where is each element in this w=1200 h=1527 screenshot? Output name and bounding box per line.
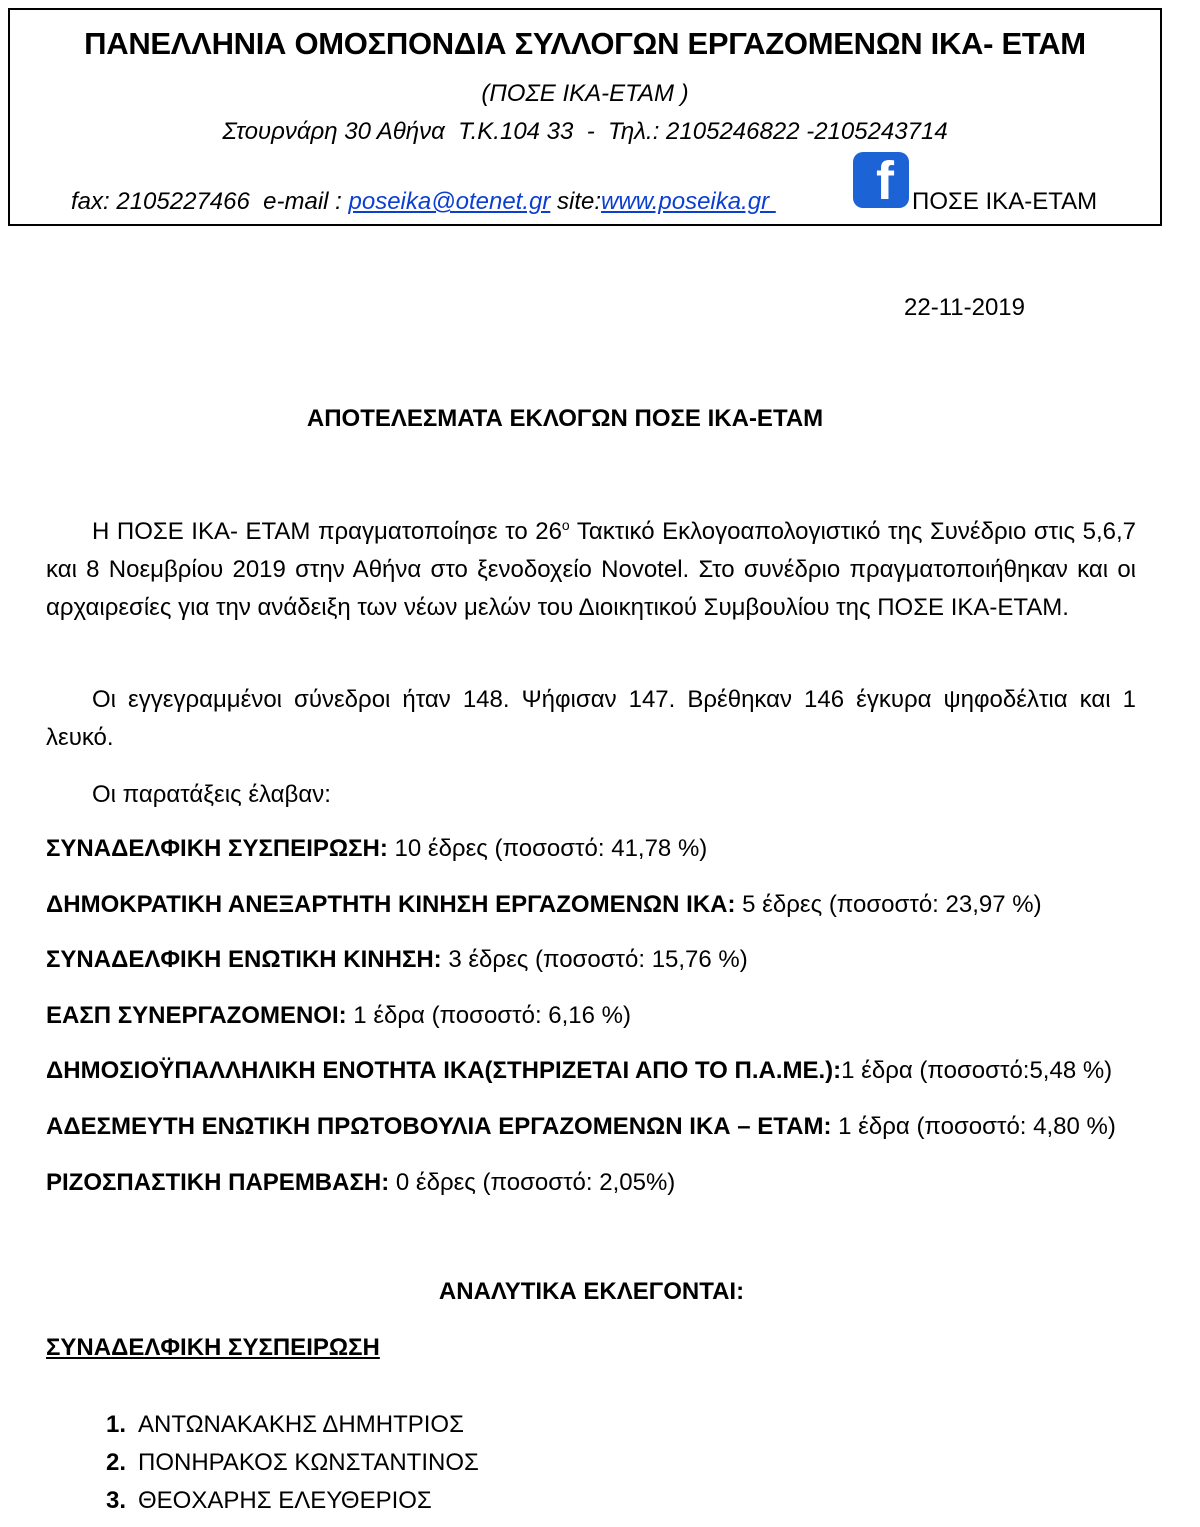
organization-acronym: (ΠΟΣΕ ΙΚΑ-ΕΤΑΜ ) xyxy=(481,80,689,107)
intro-text-b: Τακτικό Εκλογοαπολογιστικό της Συνέδριο στις 5,6,7 και 8 Νοεμβρίου 2019 στην Αθήνα στο ξενοδοχείο Novotel. Στο συνέδριο πραγματοποιήθηκαν και οι αρχαιρεσίες για την ανάδειξη των νέων μελών του Διοικητικού Συμβουλίου της ΠΟΣΕ ΙΚΑ-ΕΤΑΜ. xyxy=(46,518,1136,621)
result-detail: 10 έδρες (ποσοστό: 41,78 %) xyxy=(387,835,708,862)
result-row xyxy=(46,1002,631,1030)
member-name: ΠΟΝΗΡΑΚΟΣ ΚΩΝΣΤΑΝΤΙΝΟΣ xyxy=(138,1449,479,1476)
result-party: ΣΥΝΑΔΕΛΦΙΚΗ ΣΥΣΠΕΙΡΩΣΗ: xyxy=(46,835,388,862)
elected-title: ΑΝΑΛΥΤΙΚΑ ΕΚΛΕΓΟΝΤΑΙ: xyxy=(438,1278,745,1305)
document-title: ΑΠΟΤΕΛΕΣΜΑΤΑ ΕΚΛΟΓΩΝ ΠΟΣΕ ΙΚΑ-ΕΤΑΜ xyxy=(306,405,824,432)
result-row xyxy=(46,1057,1112,1085)
intro-superscript: ο xyxy=(561,517,570,533)
list-item xyxy=(106,1449,479,1477)
results-intro: Οι παρατάξεις έλαβαν: xyxy=(92,781,331,808)
result-party: ΔΗΜΟΚΡΑΤΙΚΗ ΑΝΕΞΑΡΤΗΤΗ ΚΙΝΗΣΗ ΕΡΓΑΖΟΜΕΝΩΝ ΙΚΑ: xyxy=(46,891,736,918)
result-party: ΔΗΜΟΣΙΟΫΠΑΛΛΗΛΙΚΗ ΕΝΟΤΗΤΑ ΙΚΑ(ΣΤΗΡΙΖΕΤΑΙ ΑΠΟ ΤΟ Π.Α.ΜΕ.): xyxy=(46,1057,842,1084)
facebook-label: ΠΟΣΕ ΙΚΑ-ΕΤΑΜ xyxy=(912,188,1098,215)
list-item xyxy=(106,1487,432,1515)
result-party: ΑΔΕΣΜΕΥΤΗ ΕΝΩΤΙΚΗ ΠΡΩΤΟΒΟΥΛΙΑ ΕΡΓΑΖΟΜΕΝΩΝ ΙΚΑ – ΕΤΑΜ: xyxy=(46,1113,832,1140)
list-number: 2. xyxy=(106,1449,127,1476)
result-row xyxy=(46,1169,675,1197)
site-label: site: xyxy=(550,188,602,215)
facebook-icon[interactable] xyxy=(853,152,909,208)
member-name: ΑΝΤΩΝΑΚΑΚΗΣ ΔΗΜΗΤΡΙΟΣ xyxy=(138,1411,464,1438)
member-name: ΘΕΟΧΑΡΗΣ ΕΛΕΥΘΕΡΙΟΣ xyxy=(138,1487,432,1514)
organization-name: ΠΑΝΕΛΛΗΝΙΑ ΟΜΟΣΠΟΝΔΙΑ ΣΥΛΛΟΓΩΝ ΕΡΓΑΖΟΜΕΝΩΝ ΙΚΑ- ΕΤΑΜ xyxy=(84,26,1086,61)
result-row xyxy=(46,835,707,863)
result-detail: 1 έδρα (ποσοστό: 6,16 %) xyxy=(346,1002,631,1029)
facebook-icon-glyph: f xyxy=(876,152,894,208)
elected-party-heading: ΣΥΝΑΔΕΛΦΙΚΗ ΣΥΣΠΕΙΡΩΣΗ xyxy=(46,1334,380,1361)
result-detail: 1 έδρα (ποσοστό: 4,80 %) xyxy=(831,1113,1116,1140)
result-row xyxy=(46,891,1042,919)
list-number: 3. xyxy=(106,1487,127,1514)
email-link[interactable]: poseika@otenet.gr xyxy=(348,188,551,215)
list-item xyxy=(106,1411,464,1439)
result-party: ΡΙΖΟΣΠΑΣΤΙΚΗ ΠΑΡΕΜΒΑΣΗ: xyxy=(46,1169,390,1196)
result-row xyxy=(46,1113,1116,1141)
voters-paragraph: Οι εγγεγραμμένοι σύνεδροι ήταν 148. Ψήφισαν 147. Βρέθηκαν 146 έγκυρα ψηφοδέλτια και 1 λευκό. xyxy=(46,686,1136,751)
result-row xyxy=(46,946,748,974)
intro-paragraph xyxy=(46,513,1136,627)
result-detail: 1 έδρα (ποσοστό:5,48 %) xyxy=(841,1057,1113,1084)
result-detail: 0 έδρες (ποσοστό: 2,05%) xyxy=(389,1169,676,1196)
result-detail: 5 έδρες (ποσοστό: 23,97 %) xyxy=(735,891,1042,918)
intro-text-a: Η ΠΟΣΕ ΙΚΑ- ΕΤΑΜ πραγματοποίησε το 26 xyxy=(92,518,562,545)
fax-label: fax: 2105227466 e-mail : xyxy=(71,188,349,215)
letterhead xyxy=(8,8,1162,226)
result-party: ΣΥΝΑΔΕΛΦΙΚΗ ΕΝΩΤΙΚΗ ΚΙΝΗΣΗ: xyxy=(46,946,442,973)
list-number: 1. xyxy=(106,1411,127,1438)
document-date: 22-11-2019 xyxy=(904,294,1025,321)
contact-line xyxy=(71,188,776,216)
website-link[interactable]: www.poseika.gr xyxy=(601,188,776,215)
result-detail: 3 έδρες (ποσοστό: 15,76 %) xyxy=(441,946,748,973)
result-party: ΕΑΣΠ ΣΥΝΕΡΓΑΖΟΜΕΝΟΙ: xyxy=(46,1002,347,1029)
organization-address: Στουρνάρη 30 Αθήνα Τ.Κ.104 33 - Τηλ.: 2105246822 -2105243714 xyxy=(222,118,948,145)
